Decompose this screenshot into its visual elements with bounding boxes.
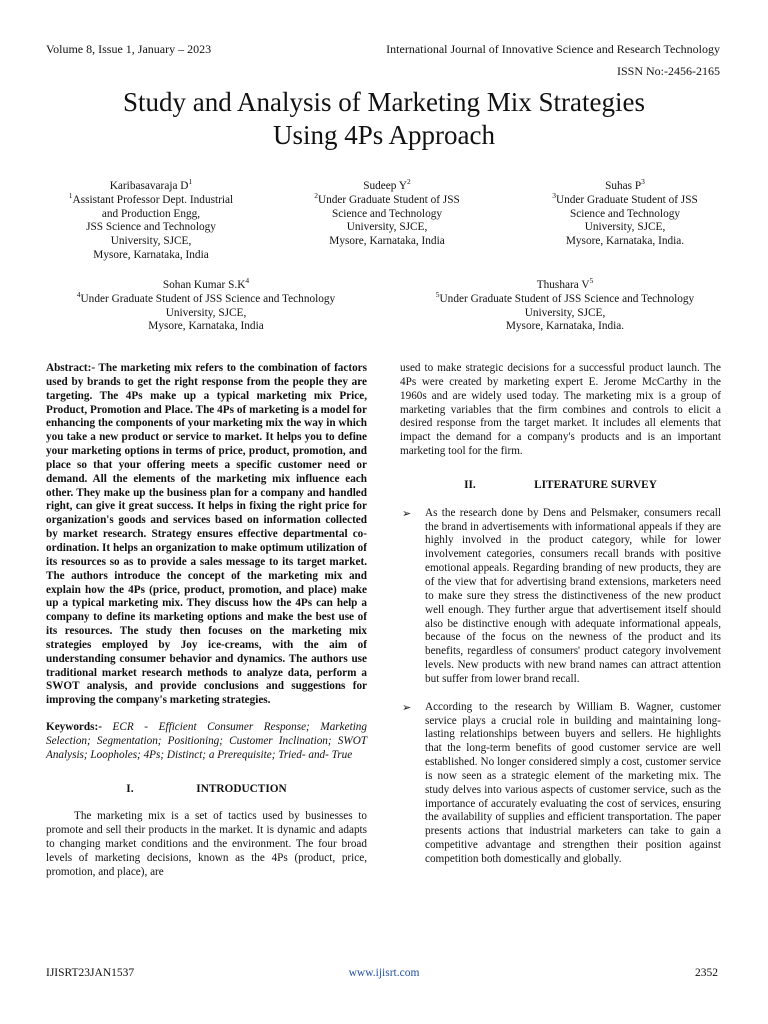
author-3: Suhas $P^3$ $^3$Under Graduate Student of JSS Science and Technology University, SJCE, Mysore, Karnataka, India. — [552, 177, 698, 248]
section-heading-introduction — [46, 783, 367, 797]
author-1: Karibasavaraja $D^1$ $^1$Assistant Professor Dept. Industrial and Production Engg, JSS Science and Technology University, SJCE, Mysore, Karnataka, India — [68, 177, 234, 261]
arrow-bullet-icon: ➢ — [402, 700, 412, 714]
author-4: Sohan Kumar $S.K^4$ $^4$Under Graduate Student of JSS Science and Technology University, SJCE, Mysore, Karnataka, India — [76, 276, 336, 333]
section-title: LITERATURE SURVEY — [534, 478, 657, 491]
keywords-label: Keywords:- — [46, 721, 102, 734]
right-column — [400, 362, 721, 867]
journal-url: www.ijisrt.com — [348, 967, 420, 979]
author-5-name: Thushara V — [536, 279, 590, 291]
paper-id: IJISRT23JAN1537 — [46, 967, 135, 979]
keywords — [46, 721, 367, 763]
page-number: 2352 — [695, 967, 718, 979]
author-2-name: Sudeep Y — [363, 180, 408, 192]
keywords-text: ECR - Efficient Consumer Response; Marketing Selection; Segmentation; Positioning; Customer Inclination; SWOT Analysis; Loopholes; 4Ps; Distinct; a Prerequisite; Tried- and- True — [46, 721, 367, 761]
title-line-1: Study and Analysis of Marketing Mix Strategies — [123, 87, 645, 117]
author-5: Thushara $V^5$ $^5$Under Graduate Student of JSS Science and Technology University, SJCE, Mysore, Karnataka, India. — [435, 276, 695, 333]
issn: ISSN No:-2456-2165 — [616, 64, 720, 78]
journal-name: International Journal of Innovative Science and Research Technology — [386, 42, 720, 56]
author-3-name: Suhas P — [605, 180, 642, 192]
abstract: Abstract:- The marketing mix refers to the combination of factors used by brands to get the right response from the people they are targeting. The 4Ps make up a typical marketing mix Price, Product, Promotion and Place. The 4Ps of marketing is a model for enhancing the components of your marketing mix the way in which you take a new product or service to market. It helps you to define your marketing options in terms of price, product, promotion, and place so that your offering meets a specific customer need or demand. All the elements of the marketing mix influence each other. They make up the business plan for a company and handled right, can give it great success. It helps in fixing the right price for organization's goods and services based on information collected by market research. Strategy ensures effective departmental co-ordination. It helps an organization to make optimum utilization of its resources so as to provide a sales message to its target market. The authors introduce the concept of the marketing mix and explain how the 4Ps (price, product, promotion, and place) make up a typical marketing mix. They discuss how the 4Ps can help a company to define its marketing options and make the best use of its resources. The study then focuses on the marketing mix strategies employed by Joy ice-creams, with the aim of understanding consumer behavior and dynamics. The authors use traditional market research methods to analyze data, perform a SWOT analysis, and provide conclusions and suggestions for improving the company's marketing strategies. — [46, 362, 367, 707]
paper-title — [0, 86, 768, 152]
introduction-paragraph: The marketing mix is a set of tactics used by businesses to promote and sell their products in the market. It is dynamic and adapts to changing market conditions and the environment. The four broad levels of marketing decisions, known as the 4Ps (product, price, promotion, and place), are — [46, 810, 367, 878]
section-heading-literature-survey — [400, 479, 721, 493]
arrow-bullet-icon: ➢ — [402, 506, 412, 520]
author-1-name: Karibasavaraja D — [109, 180, 189, 192]
volume-info: Volume 8, Issue 1, January – 2023 — [46, 42, 212, 56]
section-number: I. — [126, 782, 134, 795]
author-2: Sudeep $Y^2$ $^2$Under Graduate Student of JSS Science and Technology University, SJCE, Mysore, Karnataka, India — [314, 177, 460, 248]
section-title: INTRODUCTION — [196, 782, 287, 795]
literature-bullet-2: ➢ According to the research by William B. Wagner, customer service plays a crucial role in building and maintaining long-lasting relationships between buyers and sellers. He highlights that the long-term benefits of good customer service are well established. No longer considered simply a cost, customer service is now seen as a strategic element of the marketing mix. The study delves into various aspects of customer service, such as the importance of accurately evaluating the cost of services, ensuring the availability of supplies and efficient transportation. The paper presents actions that industrial marketers can take to gain a competitive advantage and strengthen their position against competition both domestically and globally. — [402, 700, 721, 865]
introduction-paragraph-continued: used to make strategic decisions for a successful product launch. The 4Ps were created by marketing expert E. Jerome McCarthy in the 1960s and are widely used today. The marketing mix is a group of marketing variables that the firm combines and controls to elicit a desired response from the target market. It includes all elements that impact the demand for a company's products and is an important marketing tool for the firm. — [400, 362, 721, 458]
section-number: II. — [464, 478, 476, 491]
left-column — [46, 362, 367, 880]
literature-bullet-1: ➢ As the research done by Dens and Pelsmaker, consumers recall the brand in advertisements with informational appeals if they are highly involved in the product category, while for lower involvement categories, consumers recall brands with positive emotional appeals. Regarding branding of new products, they are of the view that for advertising brand extensions, marketers need to make sure they stress the distinctiveness of the new product well enough. They further argue that advertisement itself should also be distinctive enough with adequate informational appeals, because of the focus on the newness of the product and its benefits, regardless of consumers' product category involvement levels. New products with new brand names can attract attention but suffer from lower brand recall. — [402, 506, 721, 685]
author-4-name: Sohan Kumar S.K — [162, 279, 246, 291]
title-line-2: Using 4Ps Approach — [273, 120, 495, 150]
